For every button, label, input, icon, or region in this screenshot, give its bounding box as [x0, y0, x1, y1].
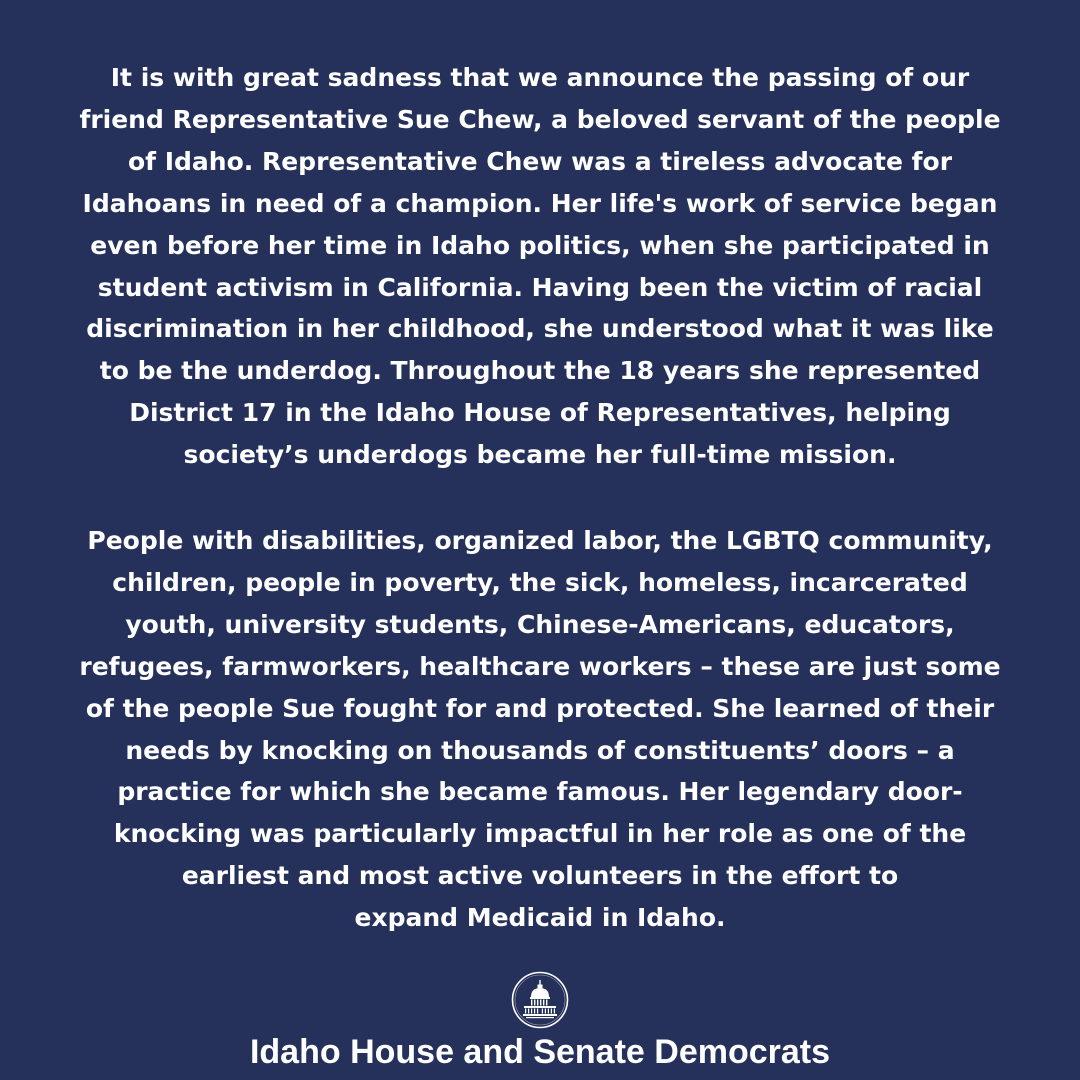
statement-line: District 17 in the Idaho House of Representatives, helping [129, 398, 951, 428]
statement-line: student activism in California. Having been the victim of racial [97, 272, 983, 302]
statement-line: It is with great sadness that we announce the passing of our [110, 63, 970, 92]
statement-line: youth, university students, Chinese-Americans, educators, [125, 609, 955, 639]
statement-line: friend Representative Sue Chew, a beloved servant of the people [79, 104, 1001, 134]
statement-line: of the people Sue fought for and protected. She learned of their [85, 693, 995, 723]
statement-line: knocking was particularly impactful in her role as one of the [113, 819, 967, 849]
statement-line: society’s underdogs became her full-time mission. [183, 440, 897, 470]
statement-line: children, people in poverty, the sick, homeless, incarcerated [112, 567, 968, 597]
statement-line: Idahoans in need of a champion. Her life's work of service began [82, 188, 998, 218]
statement-paragraph-2 [40, 520, 1040, 939]
statement-line: to be the underdog. Throughout the 18 years she represented [99, 356, 981, 386]
statement-line: discrimination in her childhood, she understood what it was like [86, 314, 994, 344]
statement-line: of Idaho. Representative Chew was a tireless advocate for [127, 146, 953, 176]
capitol-dome-icon [511, 971, 569, 1029]
statement-line: People with disabilities, organized labor, the LGBTQ community, [87, 526, 993, 555]
statement-line: practice for which she became famous. Her legendary door- [117, 777, 963, 807]
statement-paragraph-1 [40, 57, 1040, 476]
statement-line: earliest and most active volunteers in the effort to [181, 861, 899, 891]
statement-line: expand Medicaid in Idaho. [354, 903, 726, 933]
organization-name: Idaho House and Senate Democrats [249, 1033, 831, 1071]
statement-line: refugees, farmworkers, healthcare workers – these are just some [79, 651, 1001, 681]
statement-line: needs by knocking on thousands of constituents’ doors – a [125, 735, 955, 765]
statement-line: even before her time in Idaho politics, when she participated in [90, 230, 990, 260]
